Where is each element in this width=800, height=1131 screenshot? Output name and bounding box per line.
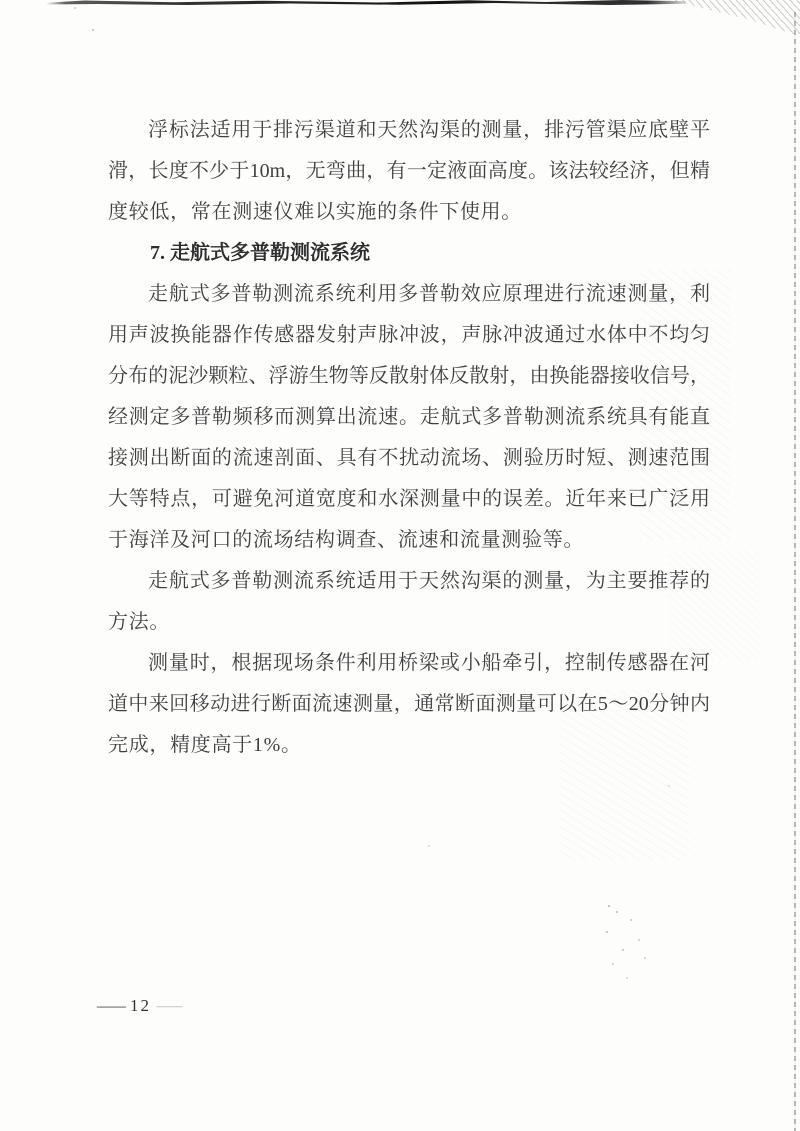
text-line: 走航式多普勒测流系统适用于天然沟渠的测量，为主要推荐的 xyxy=(148,570,710,592)
corner-hatch-artifact xyxy=(668,0,800,52)
text-line: 于海洋及河口的流场结构调查、流速和流量测验等。 xyxy=(108,529,585,551)
text-line: 测量时，根据现场条件利用桥梁或小船牵引，控制传感器在河 xyxy=(148,652,710,674)
text-line: 分布的泥沙颗粒、浮游生物等反散射体反散射，由换能器接收信号， xyxy=(108,365,710,387)
paragraph-adcp-recommendation xyxy=(108,561,710,643)
text-line: 度较低，常在测速仪难以实施的条件下使用。 xyxy=(108,201,522,223)
text-line: 方法。 xyxy=(108,611,171,633)
text-line: 走航式多普勒测流系统利用多普勒效应原理进行流速测量，利 xyxy=(148,283,710,305)
page-body xyxy=(108,110,710,766)
text-line: 用声波换能器作传感器发射声脉冲波，声脉冲波通过水体中不均匀 xyxy=(108,324,710,346)
scan-noise-speckles xyxy=(608,905,610,907)
text-line: 大等特点，可避免河道宽度和水深测量中的误差。近年来已广泛用 xyxy=(108,488,710,510)
section-heading-adcp: 7. 走航式多普勒测流系统 xyxy=(150,242,370,264)
paragraph-adcp-principle xyxy=(108,274,710,561)
text-line: 经测定多普勒频移而测算出流速。走航式多普勒测流系统具有能直 xyxy=(108,406,710,428)
text-line: 滑，长度不少于10m，无弯曲，有一定液面高度。该法较经济，但精 xyxy=(108,160,710,182)
page-number: 12 xyxy=(130,996,151,1015)
text-line: 道中来回移动进行断面流速测量，通常断面测量可以在5～20分钟内 xyxy=(108,693,710,715)
right-edge-scan-line xyxy=(794,12,796,1131)
top-edge-scan-artifact xyxy=(46,0,686,5)
text-line: 完成，精度高于1%。 xyxy=(108,734,302,756)
paragraph-float-method xyxy=(108,110,710,233)
text-line: 接测出断面的流速剖面、具有不扰动流场、测验历时短、测速范围 xyxy=(108,447,710,469)
page-footer xyxy=(97,996,183,1016)
paragraph-measurement-procedure xyxy=(108,643,710,766)
page-number-dash-right: — xyxy=(156,998,183,1014)
page-number-dash-left: — xyxy=(97,996,126,1015)
text-line: 浮标法适用于排污渠道和天然沟渠的测量，排污管渠应底壁平 xyxy=(148,119,710,141)
